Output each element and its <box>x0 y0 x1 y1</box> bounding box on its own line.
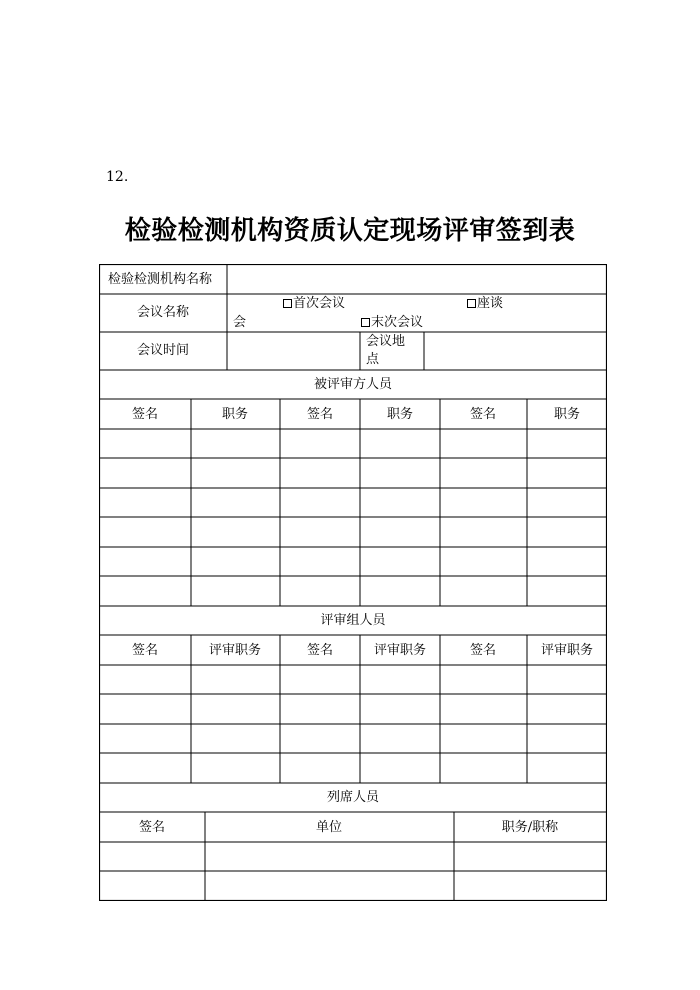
last-meeting-option[interactable]: 末次会议 <box>361 315 423 331</box>
org-name-field[interactable] <box>229 266 605 292</box>
sign-in-form-table <box>99 264 607 901</box>
reviewed-party-header-position: 职务 <box>386 407 414 422</box>
review-team-section-title: 评审组人员 <box>320 613 386 628</box>
meeting-time-field[interactable] <box>229 334 358 368</box>
org-name-label: 检验检测机构名称 <box>108 272 213 287</box>
attendees-header-signature: 签名 <box>138 820 166 835</box>
symposium-option[interactable]: 座谈 <box>467 296 503 312</box>
reviewed-party-header-signature: 签名 <box>131 407 159 422</box>
reviewed-party-header-position: 职务 <box>553 407 581 422</box>
checkbox-icon[interactable] <box>283 299 292 308</box>
attendees-header-organization: 单位 <box>315 820 343 835</box>
review-team-header-signature: 签名 <box>469 643 497 658</box>
attendees-header-title: 职务/职称 <box>501 820 559 835</box>
symposium-option-continued: 会 <box>233 315 247 330</box>
page-title: 检验检测机构资质认定现场评审签到表 <box>124 216 576 246</box>
review-team-header-signature: 签名 <box>131 643 159 658</box>
first-meeting-option[interactable]: 首次会议 <box>283 296 345 312</box>
meeting-place-label-line1: 会议地 <box>366 334 406 349</box>
reviewed-party-header-position: 职务 <box>221 407 249 422</box>
review-team-header-signature: 签名 <box>306 643 334 658</box>
meeting-name-label: 会议名称 <box>136 305 190 320</box>
review-team-header-role: 评审职务 <box>208 643 262 658</box>
review-team-header-role: 评审职务 <box>373 643 427 658</box>
meeting-place-label-line2: 点 <box>366 352 380 367</box>
meeting-time-label: 会议时间 <box>136 343 190 358</box>
meeting-place-field[interactable] <box>426 334 605 368</box>
checkbox-icon[interactable] <box>361 318 370 327</box>
attendees-section-title: 列席人员 <box>326 790 380 805</box>
reviewed-party-header-signature: 签名 <box>306 407 334 422</box>
review-team-header-role: 评审职务 <box>540 643 594 658</box>
form-number: 12. <box>106 169 129 185</box>
checkbox-icon[interactable] <box>467 299 476 308</box>
reviewed-party-header-signature: 签名 <box>469 407 497 422</box>
reviewed-party-section-title: 被评审方人员 <box>313 377 393 392</box>
